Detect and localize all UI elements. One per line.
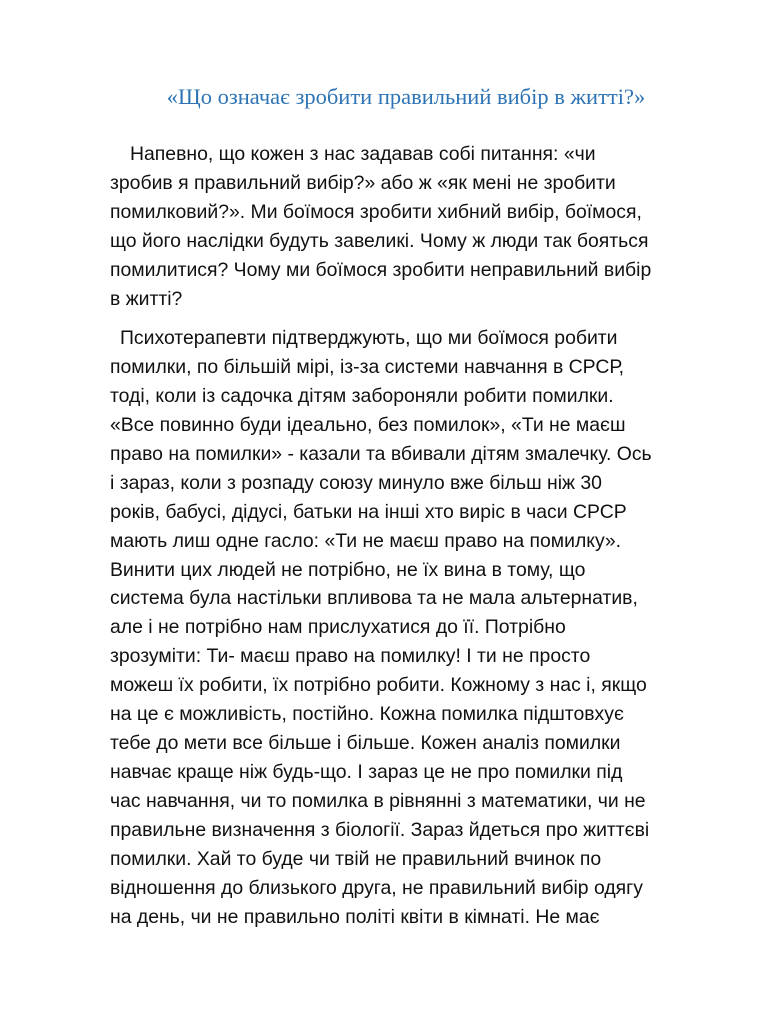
paragraph-line: навчає краще ніж будь-що. І зараз це не про помилки під — [110, 761, 623, 784]
paragraph-1 — [110, 140, 730, 314]
paragraph-line: час навчання, чи то помилка в рівнянні з математики, чи не — [110, 790, 646, 812]
paragraph-line: що його наслідки будуть завеликі. Чому ж люди так бояться — [110, 230, 649, 252]
paragraph-line: Психотерапевти підтверджують, що ми боїмося робити — [120, 327, 618, 349]
paragraph-line: років, бабусі, дідусі, батьки на інші хто виріс в часи СРСР — [110, 500, 627, 523]
paragraph-line: «Все повинно буди ідеально, без помилок», «Ти не маєш — [110, 413, 626, 436]
paragraph-line: помилки, по більшій мірі, із-за системи навчання в СРСР, — [110, 355, 625, 378]
paragraph-line: зробив я правильний вибір?» або ж «як мені не зробити — [110, 172, 616, 194]
paragraph-line: помилитися? Чому ми боїмося зробити неправильний вибір — [110, 259, 652, 281]
paragraph-line: помилки. Хай то буде чи твій не правильний вчинок по — [110, 847, 602, 870]
document-title: «Що означає зробити правильний вибір в житті?» — [166, 84, 646, 109]
paragraph-line: право на помилки» - казали та вбивали дітям змалечку. Ось — [110, 442, 652, 465]
paragraph-line: система була настільки впливова та не мала альтернатив, — [110, 587, 638, 610]
paragraph-line: зрозуміти: Ти- маєш право на помилку! І ти не просто — [110, 645, 591, 668]
paragraph-2 — [110, 324, 730, 932]
paragraph-line: мають лиш одне гасло: «Ти не маєш право на помилку». — [110, 529, 622, 552]
paragraph-line: правильне визначення з біології. Зараз йдеться про життєві — [110, 818, 650, 841]
paragraph-line: але і не потрібно нам прислухатися до її. Потрібно — [110, 616, 566, 639]
paragraph-line: Напевно, що кожен з нас задавав собі питання: «чи — [130, 143, 596, 165]
paragraph-line: тоді, коли із садочка дітям забороняли робити помилки. — [110, 384, 614, 407]
paragraph-line: тебе до мети все більше і більше. Кожен аналіз помилки — [110, 732, 621, 755]
paragraph-line: відношення до близького друга, не правильний вибір одягу — [110, 876, 643, 899]
paragraph-line: помилковий?». Ми боїмося зробити хибний вибір, боїмося, — [110, 201, 642, 223]
paragraph-line: в житті? — [110, 288, 183, 310]
paragraph-line: можеш їх робити, їх потрібно робити. Кожному з нас і, якщо — [110, 674, 647, 697]
document-body — [110, 140, 730, 932]
paragraph-line: на день, чи не правильно політі квіти в кімнаті. Не має — [110, 905, 600, 928]
paragraph-line: на це є можливість, постійно. Кожна помилка підштовхує — [110, 703, 624, 726]
paragraph-line: Винити цих людей не потрібно, не їх вина в тому, що — [110, 558, 586, 581]
paragraph-line: і зараз, коли з розпаду союзу минуло вже більш ніж 30 — [110, 471, 602, 494]
